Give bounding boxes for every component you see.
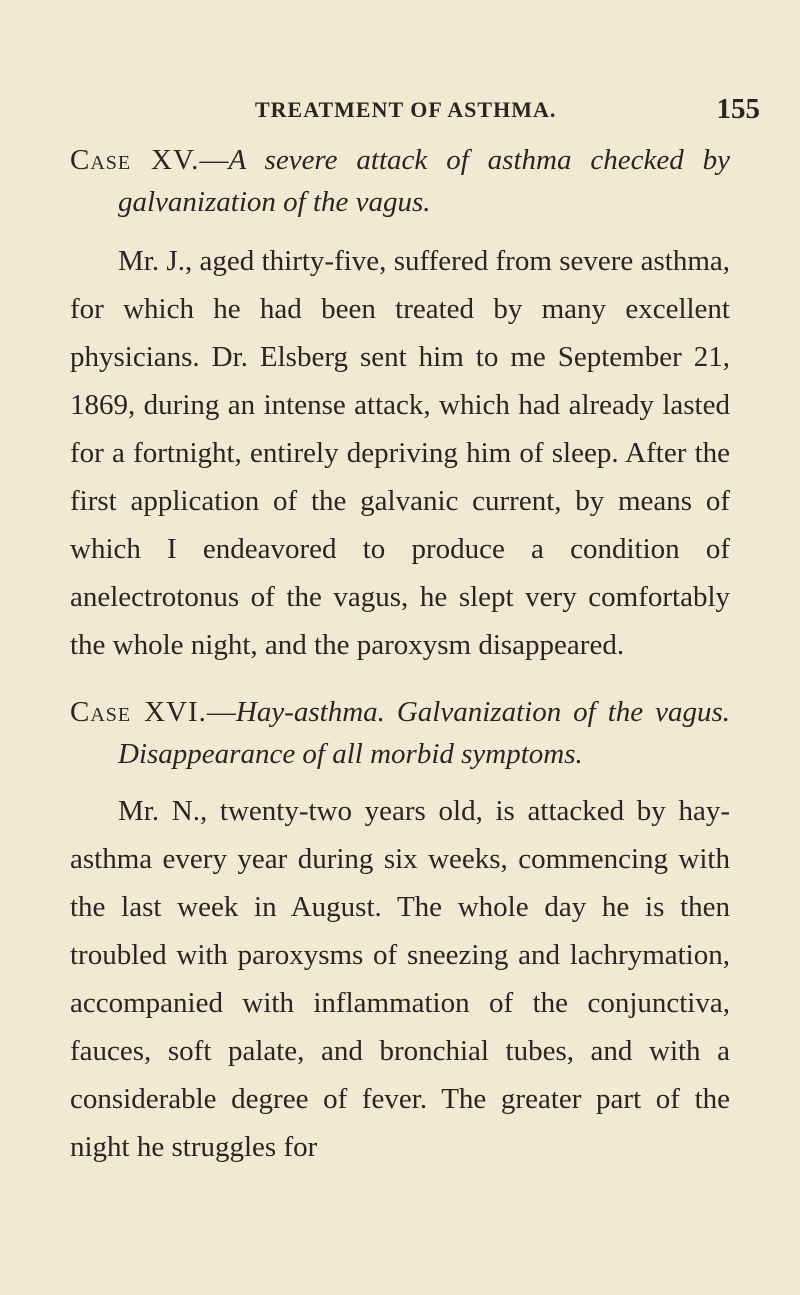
case-paragraph-xvi: Mr. N., twenty-two years old, is attacked by hay-asthma every year during six weeks, commencing with the last week in August. The whole day he is then troubled with paroxysms of sneezing and lachrymation, accompanied with inflammation of the conjunctiva, fauces, soft palate, and bronchial tubes, and with a considerable degree of fever. The greater part of the night he struggles for xyxy=(70,795,730,1163)
heading-dash: — xyxy=(199,144,229,176)
case-label: Case XVI. xyxy=(70,696,207,728)
case-title: A severe attack of asthma checked by galvanization of the vagus. xyxy=(118,144,730,218)
case-heading-xvi xyxy=(70,691,730,775)
heading-dash: — xyxy=(206,696,236,728)
running-title: TREATMENT OF ASTHMA. xyxy=(255,97,557,122)
case-label: Case XV. xyxy=(70,144,200,176)
body-text xyxy=(70,139,730,1171)
case-heading-xv xyxy=(70,139,730,223)
running-head xyxy=(70,93,760,127)
page-number: 155 xyxy=(716,93,760,125)
case-paragraph-xv: Mr. J., aged thirty-five, suffered from severe asthma, for which he had been treated by many excellent physicians. Dr. Elsberg sent him to me September 21, 1869, during an intense attack, which had already lasted for a fortnight, entirely depriving him of sleep. After the first application of the galvanic current, by means of which I endeavored to produce a condition of anelectrotonus of the vagus, he slept very comfortably the whole night, and the paroxysm disappeared. xyxy=(70,245,730,661)
case-title: Hay-asthma. Galvanization of the vagus. Disappearance of all morbid symptoms. xyxy=(118,696,730,770)
